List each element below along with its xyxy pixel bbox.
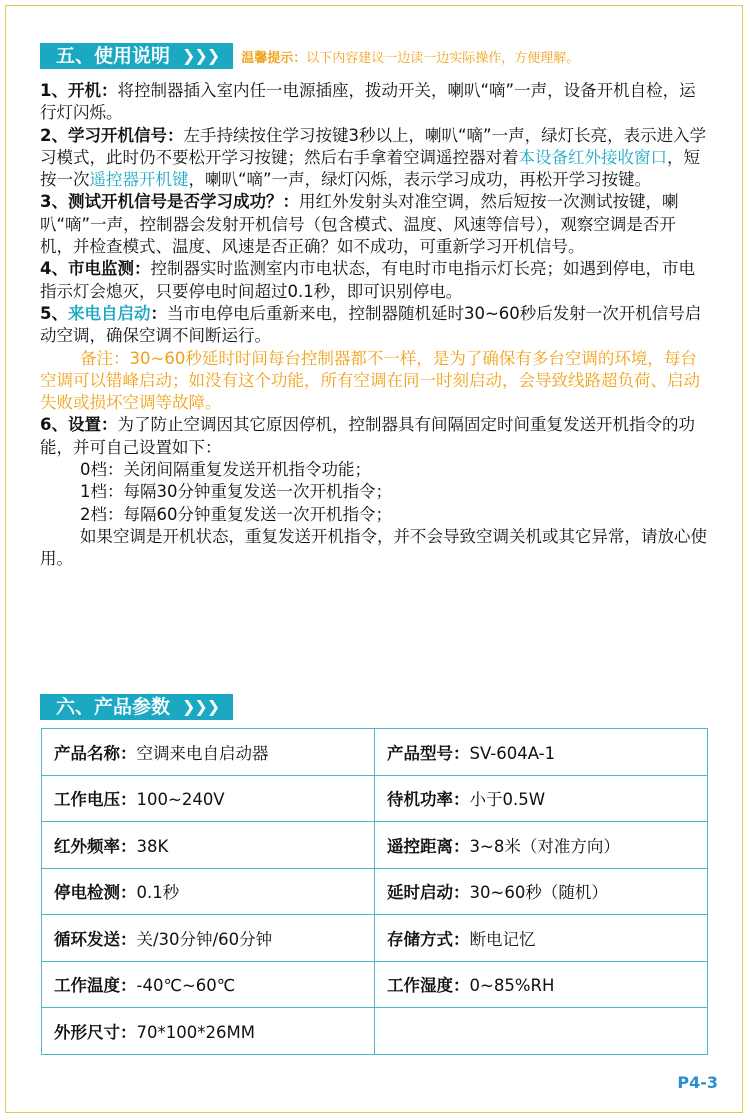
param-cell (42, 961, 375, 1008)
level-2: 2档：每隔60分钟重复发送一次开机指令； (80, 504, 392, 524)
param-cell (42, 775, 375, 822)
item-3-text: 用红外发射头对准空调，然后短按一次测试按键，喇叭“嘀”一声，控制器会发射开机信号（包含模式、温度、风速等信号），观察空调是否开机，并检查模式、温度、风速是否正确？如不成功，可重新学习开机信号。 (40, 192, 679, 257)
section-6-header (40, 694, 233, 720)
param-value: 0.1秒 (136, 883, 180, 903)
param-key: 工作温度： (54, 976, 137, 996)
item-power-on (40, 80, 708, 125)
param-cell (42, 822, 375, 869)
table-row (42, 915, 708, 962)
param-value: 断电记忆 (469, 929, 536, 949)
chevron-right-icon: ❯❯❯ (182, 46, 220, 65)
level-1: 1档：每隔30分钟重复发送一次开机指令； (80, 482, 392, 502)
param-value: 30~60秒（随机） (469, 883, 608, 903)
table-row (42, 822, 708, 869)
item-mains-monitor (40, 258, 708, 303)
param-key: 遥控距离： (387, 836, 470, 856)
param-value: 关/30分钟/60分钟 (136, 929, 273, 949)
param-value: 空调来电自启动器 (136, 743, 269, 763)
item-5-text: 当市电停电后重新来电，控制器随机延时30~60秒后发射一次开机信号启动空调，确保空调不间断运行。 (40, 303, 702, 346)
item-settings (40, 414, 708, 459)
param-value: 0~85%RH (469, 976, 555, 996)
param-key: 外形尺寸： (54, 1022, 137, 1042)
item-2-text-b: ，短按一次 (40, 147, 700, 190)
param-cell (42, 868, 375, 915)
param-cell (375, 822, 708, 869)
tip-note (241, 47, 579, 66)
ir-window-highlight: 本设备红外接收窗口 (518, 147, 667, 167)
tip-label: 温馨提示： (241, 50, 307, 66)
item-6-keyword: 6、设置： (40, 415, 118, 435)
param-cell (375, 915, 708, 962)
item-2-keyword: 2、学习开机信号： (40, 125, 184, 145)
param-value: 100~240V (136, 790, 225, 810)
table-row (42, 868, 708, 915)
page-number: P4-3 (677, 1073, 718, 1092)
param-cell (375, 868, 708, 915)
item-5-colon: ： (150, 303, 167, 323)
item-learn-signal (40, 125, 708, 192)
param-key: 停电检测： (54, 883, 137, 903)
param-key: 产品名称： (54, 743, 137, 763)
final-note: 如果空调是开机状态，重复发送开机指令，并不会导致空调关机或其它异常，请放心使用。 (40, 526, 707, 569)
param-cell (42, 729, 375, 776)
param-value: 小于0.5W (469, 790, 546, 810)
product-parameters-table (41, 728, 708, 1055)
param-cell (42, 915, 375, 962)
param-key: 工作湿度： (387, 976, 470, 996)
param-cell-empty (375, 1008, 708, 1055)
section-5-title: 五、使用说明 (56, 45, 171, 67)
param-key: 产品型号： (387, 743, 470, 763)
section-6-title-tag (40, 694, 233, 720)
param-key: 待机功率： (387, 790, 470, 810)
tip-text: 以下内容建议一边读一边实际操作，方便理解。 (306, 50, 580, 66)
item-3-keyword: 3、测试开机信号是否学习成功？： (40, 192, 299, 212)
param-value: SV-604A-1 (469, 743, 556, 763)
param-cell (375, 775, 708, 822)
param-key: 存储方式： (387, 929, 470, 949)
param-value: 3~8米（对准方向） (469, 836, 620, 856)
table-row (42, 775, 708, 822)
section-5-header (40, 43, 579, 69)
item-1-text: 将控制器插入室内任一电源插座，拨动开关，喇叭“嘀”一声，设备开机自检，运行灯闪烁。 (40, 81, 696, 123)
item-1-keyword: 1、开机： (40, 81, 118, 100)
param-value: 38K (136, 836, 169, 856)
item-6-text: 为了防止空调因其它原因停机，控制器具有间隔固定时间重复发送开机指令的功能，并可自己设置如下： (40, 415, 695, 457)
param-key: 工作电压： (54, 790, 137, 810)
chevron-right-icon: ❯❯❯ (182, 697, 220, 716)
param-cell (375, 729, 708, 776)
param-key: 延时启动： (387, 883, 470, 903)
table-row (42, 729, 708, 776)
item-4-keyword: 4、市电监测： (40, 259, 151, 279)
param-value: 70*100*26MM (136, 1022, 255, 1042)
param-value: -40℃~60℃ (136, 976, 236, 996)
item-2-text-a: 左手持续按住学习按键3秒以上，喇叭“嘀”一声，绿灯长亮，表示进入学习模式，此时仍不要松开学习按键；然后右手拿着空调遥控器对着 (40, 125, 707, 167)
item-4-text: 控制器实时监测室内市电状态，有电时市电指示灯长亮；如遇到停电，市电指示灯会熄灭，只要停电时间超过0.1秒，即可识别停电。 (40, 259, 695, 301)
section-6-title: 六、产品参数 (56, 696, 171, 718)
item-auto-restart (40, 303, 708, 348)
section-5-title-tag (40, 43, 233, 69)
item-5-number: 5、 (40, 303, 68, 323)
delay-note: 备注：30~60秒延时时间每台控制器都不一样，是为了确保有多台空调的环境，每台空调可以错峰启动；如没有这个功能，所有空调在同一时刻启动，会导致线路超负荷、启动失败或损坏空调等故障。 (40, 348, 700, 413)
param-cell (42, 1008, 375, 1055)
usage-instructions (40, 80, 708, 571)
item-test-signal (40, 191, 708, 258)
table-row (42, 1008, 708, 1055)
remote-power-key-highlight: 遥控器开机键 (89, 170, 189, 190)
table-row (42, 961, 708, 1008)
param-key: 红外频率： (54, 836, 137, 856)
param-key: 循环发送： (54, 929, 137, 949)
level-0: 0档：关闭间隔重复发送开机指令功能； (80, 460, 371, 480)
param-cell (375, 961, 708, 1008)
item-5-keyword: 来电自启动 (67, 303, 151, 323)
item-2-text-c: ，喇叭“嘀”一声，绿灯闪烁，表示学习成功，再松开学习按键。 (188, 170, 652, 190)
